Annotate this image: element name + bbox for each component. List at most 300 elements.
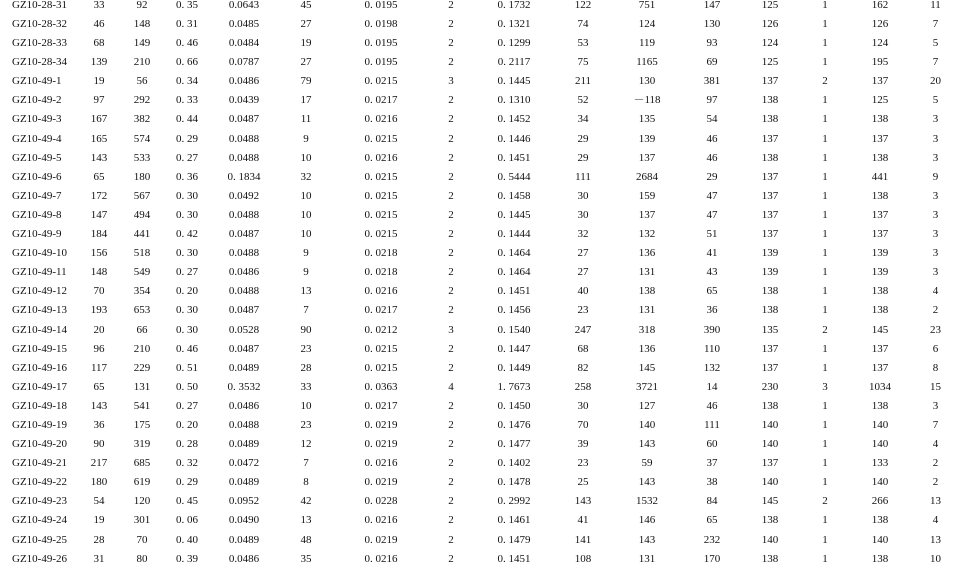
value-cell: 59 bbox=[641, 457, 653, 470]
value-cell: 143 bbox=[638, 533, 656, 546]
value-cell: 0. 1451 bbox=[497, 285, 531, 298]
value-cell: 20 bbox=[930, 75, 941, 88]
value-cell: 96 bbox=[93, 342, 105, 355]
value-cell: 180 bbox=[133, 170, 151, 183]
value-cell: 46 bbox=[706, 399, 718, 412]
value-cell: 292 bbox=[133, 94, 151, 107]
value-cell: 65 bbox=[93, 170, 105, 183]
value-cell: 27 bbox=[300, 56, 312, 69]
value-cell: 124 bbox=[638, 18, 656, 30]
value-cell: 0.0489 bbox=[228, 533, 260, 546]
value-cell: 390 bbox=[703, 323, 721, 336]
value-cell: 30 bbox=[577, 189, 589, 202]
value-cell: 36 bbox=[93, 418, 105, 431]
sample-id-cell: GZ10-49-17 bbox=[12, 380, 67, 393]
value-cell: 0.0487 bbox=[228, 304, 260, 317]
value-cell: 2 bbox=[448, 18, 454, 30]
value-cell: 0. 44 bbox=[176, 113, 198, 126]
value-cell: 3 bbox=[932, 247, 939, 260]
value-cell: 159 bbox=[638, 189, 656, 202]
value-cell: 19 bbox=[93, 75, 105, 88]
value-cell: 0. 1477 bbox=[497, 438, 531, 451]
value-cell: 195 bbox=[871, 56, 889, 69]
value-cell: 1 bbox=[822, 285, 828, 298]
value-cell: 1034 bbox=[869, 380, 891, 393]
value-cell: 2 bbox=[932, 304, 939, 317]
value-cell: 137 bbox=[761, 228, 779, 241]
sample-id-cell: GZ10-49-4 bbox=[12, 132, 62, 145]
value-cell: 139 bbox=[761, 266, 779, 279]
value-cell: 0. 1456 bbox=[497, 304, 531, 317]
value-cell: 210 bbox=[133, 342, 151, 355]
value-cell: 0.0485 bbox=[228, 18, 260, 30]
value-cell: 7 bbox=[932, 18, 939, 30]
value-cell: 138 bbox=[871, 514, 889, 527]
sample-id-cell: GZ10-49-7 bbox=[12, 189, 62, 202]
value-cell: 2 bbox=[448, 304, 454, 317]
value-cell: 11 bbox=[930, 0, 941, 11]
sample-id-cell: GZ10-49-21 bbox=[12, 457, 67, 470]
value-cell: 0. 42 bbox=[176, 228, 198, 241]
value-cell: 2 bbox=[448, 495, 454, 508]
value-cell: 136 bbox=[638, 247, 656, 260]
value-cell: 54 bbox=[93, 495, 105, 508]
value-cell: 2 bbox=[448, 189, 454, 202]
value-cell: 131 bbox=[638, 266, 656, 279]
value-cell: 13 bbox=[300, 285, 312, 298]
value-cell: 494 bbox=[133, 208, 151, 221]
value-cell: 0. 1299 bbox=[497, 37, 531, 50]
sample-id-cell: GZ10-49-9 bbox=[12, 228, 62, 241]
value-cell: 125 bbox=[761, 0, 779, 11]
value-cell: 567 bbox=[133, 189, 151, 202]
value-cell: 0. 30 bbox=[176, 304, 198, 317]
value-cell: 36 bbox=[706, 304, 718, 317]
value-cell: 0.0492 bbox=[228, 189, 260, 202]
value-cell: 68 bbox=[577, 342, 589, 355]
value-cell: 0. 0216 bbox=[364, 113, 398, 126]
value-cell: 0. 30 bbox=[176, 208, 198, 221]
value-cell: 0. 0217 bbox=[364, 304, 398, 317]
value-cell: 29 bbox=[706, 170, 718, 183]
value-cell: 0. 1446 bbox=[497, 132, 531, 145]
table-row bbox=[0, 0, 963, 15]
value-cell: 137 bbox=[871, 75, 889, 88]
value-cell: 0. 0218 bbox=[364, 247, 398, 260]
value-cell: 131 bbox=[638, 304, 656, 317]
value-cell: 1 bbox=[822, 208, 828, 221]
value-cell: 137 bbox=[871, 228, 889, 241]
value-cell: 1 bbox=[822, 56, 828, 69]
value-cell: 42 bbox=[300, 495, 312, 508]
value-cell: 0. 39 bbox=[176, 552, 198, 565]
value-cell: 147 bbox=[703, 0, 721, 11]
value-cell: 0. 2992 bbox=[497, 495, 531, 508]
sample-id-cell: GZ10-49-23 bbox=[12, 495, 67, 508]
value-cell: 172 bbox=[90, 189, 108, 202]
value-cell: 139 bbox=[638, 132, 656, 145]
value-cell: 180 bbox=[90, 476, 108, 489]
value-cell: 619 bbox=[133, 476, 151, 489]
table-row bbox=[0, 492, 963, 511]
sample-id-cell: GZ10-49-24 bbox=[12, 514, 67, 527]
sample-id-cell: GZ10-49-10 bbox=[12, 247, 67, 260]
value-cell: 82 bbox=[577, 361, 589, 374]
value-cell: 1 bbox=[822, 247, 828, 260]
value-cell: 3 bbox=[932, 132, 939, 145]
value-cell: 0. 1445 bbox=[497, 75, 531, 88]
value-cell: 3 bbox=[932, 266, 939, 279]
value-cell: 0. 0215 bbox=[364, 208, 398, 221]
value-cell: 0. 0216 bbox=[364, 151, 398, 164]
table-row bbox=[0, 110, 963, 129]
value-cell: 0. 27 bbox=[176, 151, 198, 164]
table-row bbox=[0, 130, 963, 149]
value-cell: 0.0488 bbox=[228, 418, 260, 431]
value-cell: 31 bbox=[93, 552, 105, 565]
value-cell: 137 bbox=[638, 208, 656, 221]
value-cell: 2 bbox=[448, 0, 454, 11]
value-cell: 2 bbox=[448, 476, 454, 489]
value-cell: 5 bbox=[932, 94, 939, 107]
value-cell: 0. 0215 bbox=[364, 75, 398, 88]
sample-id-cell: GZ10-49-26 bbox=[12, 552, 67, 565]
value-cell: 0. 28 bbox=[176, 438, 198, 451]
table-row bbox=[0, 91, 963, 110]
value-cell: 138 bbox=[638, 285, 656, 298]
value-cell: 122 bbox=[574, 0, 592, 11]
sample-id-cell: GZ10-49-25 bbox=[12, 533, 67, 546]
value-cell: 0. 20 bbox=[176, 418, 198, 431]
value-cell: 0. 0216 bbox=[364, 457, 398, 470]
value-cell: 1 bbox=[822, 37, 828, 50]
value-cell: 47 bbox=[706, 189, 718, 202]
value-cell: 145 bbox=[871, 323, 889, 336]
value-cell: 0.0487 bbox=[228, 342, 260, 355]
value-cell: 3 bbox=[822, 380, 828, 393]
value-cell: 126 bbox=[761, 18, 779, 30]
value-cell: 0. 0198 bbox=[364, 18, 398, 30]
table-row bbox=[0, 511, 963, 530]
value-cell: 138 bbox=[761, 94, 779, 107]
value-cell: 65 bbox=[706, 514, 718, 527]
value-cell: 0. 1540 bbox=[497, 323, 531, 336]
value-cell: 2 bbox=[448, 228, 454, 241]
value-cell: 52 bbox=[577, 94, 589, 107]
sample-id-cell: GZ10-49-16 bbox=[12, 361, 67, 374]
table-row bbox=[0, 15, 963, 34]
value-cell: 0. 0219 bbox=[364, 476, 398, 489]
value-cell: 549 bbox=[133, 266, 151, 279]
value-cell: 1 bbox=[822, 113, 828, 126]
value-cell: 0. 3532 bbox=[227, 380, 261, 393]
value-cell: 0. 1464 bbox=[497, 266, 531, 279]
value-cell: 3 bbox=[932, 228, 939, 241]
value-cell: 2 bbox=[448, 247, 454, 260]
value-cell: 33 bbox=[300, 380, 312, 393]
value-cell: 137 bbox=[761, 342, 779, 355]
value-cell: 0. 30 bbox=[176, 323, 198, 336]
value-cell: 1 bbox=[822, 418, 828, 431]
value-cell: 10 bbox=[300, 399, 312, 412]
value-cell: 0. 1451 bbox=[497, 151, 531, 164]
value-cell: 8 bbox=[303, 476, 309, 489]
value-cell: 2 bbox=[448, 37, 454, 50]
value-cell: 2 bbox=[448, 533, 454, 546]
sample-id-cell: GZ10-28-31 bbox=[12, 0, 67, 11]
value-cell: 1 bbox=[822, 457, 828, 470]
value-cell: 3721 bbox=[636, 380, 658, 393]
value-cell: 3 bbox=[448, 323, 454, 336]
value-cell: 143 bbox=[638, 438, 656, 451]
table-row bbox=[0, 282, 963, 301]
value-cell: 2 bbox=[448, 285, 454, 298]
value-cell: 143 bbox=[638, 476, 656, 489]
value-cell: 37 bbox=[706, 457, 718, 470]
value-cell: 0.0472 bbox=[228, 457, 260, 470]
value-cell: 10 bbox=[300, 151, 312, 164]
value-cell: 1. 7673 bbox=[497, 380, 531, 393]
value-cell: 70 bbox=[577, 418, 589, 431]
sample-id-cell: GZ10-49-19 bbox=[12, 418, 67, 431]
value-cell: 138 bbox=[871, 304, 889, 317]
value-cell: 0. 66 bbox=[176, 56, 198, 69]
value-cell: 9 bbox=[303, 132, 309, 145]
value-cell: 0. 27 bbox=[176, 399, 198, 412]
value-cell: 2 bbox=[932, 457, 939, 470]
value-cell: 0.0439 bbox=[228, 94, 260, 107]
value-cell: 138 bbox=[871, 552, 889, 565]
sample-id-cell: GZ10-49-14 bbox=[12, 323, 67, 336]
value-cell: 143 bbox=[90, 399, 108, 412]
value-cell: 138 bbox=[871, 399, 889, 412]
sample-id-cell: GZ10-49-12 bbox=[12, 285, 67, 298]
value-cell: 170 bbox=[703, 552, 721, 565]
value-cell: 140 bbox=[761, 438, 779, 451]
value-cell: 1 bbox=[822, 399, 828, 412]
sample-id-cell: GZ10-49-15 bbox=[12, 342, 67, 355]
value-cell: 8 bbox=[932, 361, 939, 374]
value-cell: 41 bbox=[577, 514, 589, 527]
value-cell: 381 bbox=[703, 75, 721, 88]
value-cell: 1 bbox=[822, 0, 828, 11]
value-cell: 0. 1310 bbox=[497, 94, 531, 107]
value-cell: 4 bbox=[932, 438, 939, 451]
table-row bbox=[0, 359, 963, 378]
sample-id-cell: GZ10-49-1 bbox=[12, 75, 62, 88]
value-cell: 137 bbox=[761, 170, 779, 183]
value-cell: 4 bbox=[932, 285, 939, 298]
table-row bbox=[0, 34, 963, 53]
value-cell: 6 bbox=[932, 342, 939, 355]
value-cell: 0. 0363 bbox=[364, 380, 398, 393]
value-cell: 131 bbox=[133, 380, 151, 393]
value-cell: 1 bbox=[822, 94, 828, 107]
value-cell: 0. 0215 bbox=[364, 342, 398, 355]
value-cell: 0. 0215 bbox=[364, 228, 398, 241]
value-cell: 441 bbox=[871, 170, 889, 183]
value-cell: 51 bbox=[706, 228, 718, 241]
value-cell: 0. 1732 bbox=[497, 0, 531, 11]
value-cell: 0. 31 bbox=[176, 18, 198, 30]
value-cell: 301 bbox=[133, 514, 151, 527]
value-cell: 138 bbox=[761, 285, 779, 298]
value-cell: 65 bbox=[93, 380, 105, 393]
value-cell: 0.0487 bbox=[228, 113, 260, 126]
value-cell: 138 bbox=[761, 399, 779, 412]
value-cell: 0. 0215 bbox=[364, 132, 398, 145]
sample-id-cell: GZ10-49-18 bbox=[12, 399, 67, 412]
value-cell: 80 bbox=[136, 552, 148, 565]
value-cell: 132 bbox=[638, 228, 656, 241]
value-cell: 165 bbox=[90, 132, 108, 145]
value-cell: 0. 2117 bbox=[497, 56, 531, 69]
value-cell: 23 bbox=[300, 418, 312, 431]
value-cell: 46 bbox=[706, 132, 718, 145]
value-cell: 137 bbox=[871, 208, 889, 221]
value-cell: 2 bbox=[448, 56, 454, 69]
value-cell: 15 bbox=[930, 380, 941, 393]
value-cell: 138 bbox=[761, 304, 779, 317]
value-cell: 4 bbox=[932, 514, 939, 527]
value-cell: 0. 1321 bbox=[497, 18, 531, 30]
value-cell: 138 bbox=[761, 552, 779, 565]
value-cell: 217 bbox=[90, 457, 108, 470]
value-cell: 138 bbox=[761, 113, 779, 126]
value-cell: 0.0952 bbox=[228, 495, 260, 508]
value-cell: 3 bbox=[932, 208, 939, 221]
value-cell: 0. 1449 bbox=[497, 361, 531, 374]
sample-id-cell: GZ10-49-13 bbox=[12, 304, 67, 317]
value-cell: 140 bbox=[761, 533, 779, 546]
value-cell: 2684 bbox=[636, 170, 658, 183]
value-cell: 167 bbox=[90, 113, 108, 126]
value-cell: 28 bbox=[93, 533, 105, 546]
value-cell: 2 bbox=[448, 438, 454, 451]
value-cell: 132 bbox=[703, 361, 721, 374]
value-cell: 75 bbox=[577, 56, 589, 69]
value-cell: 32 bbox=[577, 228, 589, 241]
value-cell: 3 bbox=[932, 151, 939, 164]
value-cell: 0.0643 bbox=[228, 0, 260, 11]
value-cell: 247 bbox=[574, 323, 592, 336]
value-cell: 10 bbox=[300, 208, 312, 221]
value-cell: 135 bbox=[761, 323, 779, 336]
sample-id-cell: GZ10-28-32 bbox=[12, 18, 67, 30]
value-cell: 3 bbox=[932, 399, 939, 412]
value-cell: 0. 1450 bbox=[497, 399, 531, 412]
value-cell: 139 bbox=[871, 266, 889, 279]
value-cell: 0. 0217 bbox=[364, 94, 398, 107]
value-cell: 45 bbox=[300, 0, 312, 11]
value-cell: 0. 0217 bbox=[364, 399, 398, 412]
value-cell: 0. 0195 bbox=[364, 0, 398, 11]
value-cell: 38 bbox=[706, 476, 718, 489]
value-cell: 23 bbox=[577, 457, 589, 470]
value-cell: 130 bbox=[638, 75, 656, 88]
value-cell: 441 bbox=[133, 228, 151, 241]
value-cell: 1 bbox=[822, 266, 828, 279]
value-cell: 5 bbox=[932, 37, 939, 50]
value-cell: 0.0787 bbox=[228, 56, 260, 69]
value-cell: 124 bbox=[761, 37, 779, 50]
table-row bbox=[0, 225, 963, 244]
value-cell: 110 bbox=[703, 342, 721, 355]
value-cell: 137 bbox=[761, 208, 779, 221]
value-cell: 60 bbox=[706, 438, 718, 451]
value-cell: 1 bbox=[822, 438, 828, 451]
value-cell: 140 bbox=[871, 533, 889, 546]
value-cell: 2 bbox=[448, 208, 454, 221]
value-cell: 0. 0216 bbox=[364, 285, 398, 298]
value-cell: 138 bbox=[871, 285, 889, 298]
value-cell: 2 bbox=[932, 476, 939, 489]
value-cell: 131 bbox=[638, 552, 656, 565]
value-cell: 35 bbox=[300, 552, 312, 565]
value-cell: 0. 1476 bbox=[497, 418, 531, 431]
value-cell: 137 bbox=[638, 151, 656, 164]
value-cell: 230 bbox=[761, 380, 779, 393]
value-cell: 9 bbox=[932, 170, 939, 183]
value-cell: 0. 0195 bbox=[364, 56, 398, 69]
value-cell: 0. 1478 bbox=[497, 476, 531, 489]
value-cell: 30 bbox=[577, 208, 589, 221]
value-cell: 139 bbox=[761, 247, 779, 260]
table-row bbox=[0, 321, 963, 340]
value-cell: 0. 0219 bbox=[364, 418, 398, 431]
value-cell: 140 bbox=[871, 438, 889, 451]
value-cell: 137 bbox=[871, 132, 889, 145]
value-cell: 97 bbox=[706, 94, 718, 107]
table-row bbox=[0, 416, 963, 435]
value-cell: 23 bbox=[300, 342, 312, 355]
value-cell: 74 bbox=[577, 18, 589, 30]
value-cell: 0. 27 bbox=[176, 266, 198, 279]
value-cell: 0. 46 bbox=[176, 342, 198, 355]
value-cell: 0.0486 bbox=[228, 552, 260, 565]
value-cell: 137 bbox=[871, 342, 889, 355]
value-cell: 34 bbox=[577, 113, 589, 126]
value-cell: 0.0488 bbox=[228, 285, 260, 298]
value-cell: 0.0488 bbox=[228, 151, 260, 164]
value-cell: 1 bbox=[822, 304, 828, 317]
value-cell: 0. 1451 bbox=[497, 552, 531, 565]
value-cell: 2 bbox=[448, 399, 454, 412]
sample-id-cell: GZ10-49-11 bbox=[12, 266, 67, 279]
value-cell: 0. 1461 bbox=[497, 514, 531, 527]
value-cell: －118 bbox=[633, 94, 661, 107]
value-cell: 137 bbox=[871, 361, 889, 374]
value-cell: 1532 bbox=[636, 495, 658, 508]
value-cell: 211 bbox=[574, 75, 592, 88]
value-cell: 1 bbox=[822, 18, 828, 30]
value-cell: 130 bbox=[703, 18, 721, 30]
value-cell: 0. 45 bbox=[176, 495, 198, 508]
value-cell: 138 bbox=[761, 514, 779, 527]
value-cell: 0. 33 bbox=[176, 94, 198, 107]
value-cell: 0. 1834 bbox=[227, 170, 261, 183]
value-cell: 108 bbox=[574, 552, 592, 565]
sample-id-cell: GZ10-28-33 bbox=[12, 37, 67, 50]
table-row bbox=[0, 53, 963, 72]
value-cell: 184 bbox=[90, 228, 108, 241]
value-cell: 68 bbox=[93, 37, 105, 50]
value-cell: 125 bbox=[871, 94, 889, 107]
value-cell: 66 bbox=[136, 323, 148, 336]
value-cell: 0. 20 bbox=[176, 285, 198, 298]
value-cell: 0. 0195 bbox=[364, 37, 398, 50]
value-cell: 2 bbox=[448, 552, 454, 565]
